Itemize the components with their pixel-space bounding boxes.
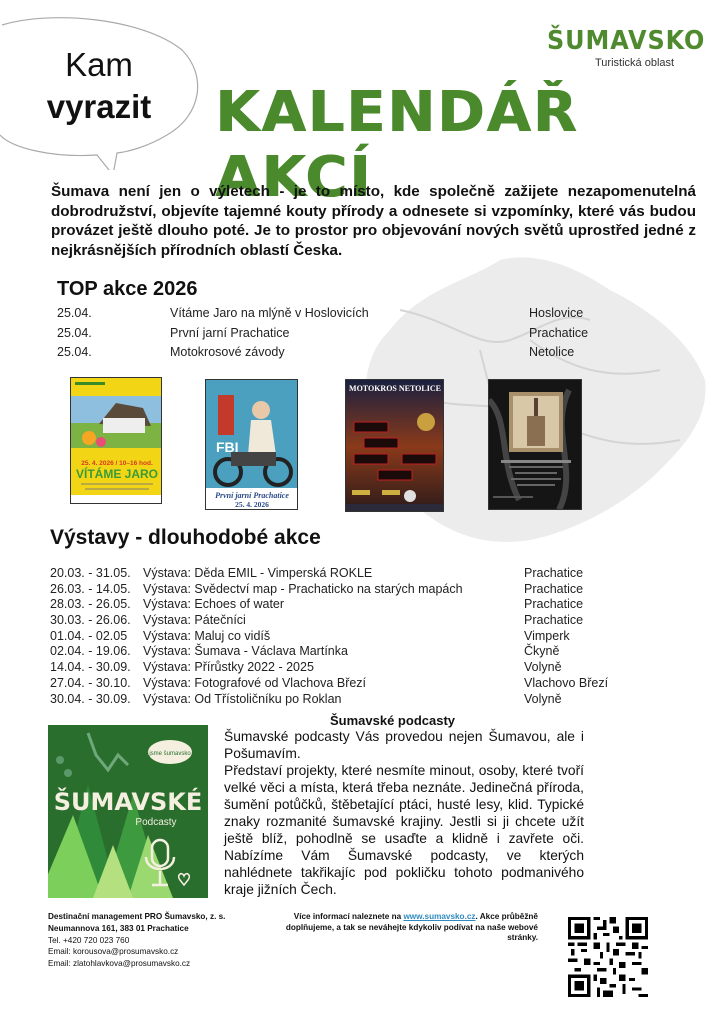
exhibition-name: Výstava: Pátečníci xyxy=(143,613,246,628)
poster-prvni-jarni-prachatice xyxy=(205,379,298,510)
exhibition-name: Výstava: Fotografové od Vlachova Březí xyxy=(143,675,367,690)
exhibition-dates: 20.03. - 31.05. xyxy=(50,566,131,580)
brand-subtitle: Turistická oblast xyxy=(595,57,675,69)
exhibition-row xyxy=(50,629,650,645)
poster-vitame-jaro xyxy=(70,377,162,504)
intro-paragraph: Šumava není jen o výletech - je to místo, kde společně zažijete nezapomenutelná dobrodružství, objevíte tajemné kouty přírody a odnesete si vzpomínky, které vás budou provázet ještě dlouho poté. Je to prostor pro objevování nových světů uprostřed jedné z nejkrásnějších přírodních oblastí Česka. xyxy=(51,183,696,259)
svg-text:VÍTÁME JARO: VÍTÁME JARO xyxy=(75,467,159,481)
org-address: Neumannova 161, 383 01 Prachatice xyxy=(48,923,189,933)
event-date: 25.04. xyxy=(57,345,92,359)
exhibition-row xyxy=(50,566,650,582)
more-info-prefix: Více informací naleznete na xyxy=(293,912,404,921)
exhibition-dates: 14.04. - 30.09. xyxy=(50,660,131,675)
org-name: Destinační management PRO Šumavsko, z. s. xyxy=(48,912,226,921)
bubble-line-kam: Kam xyxy=(65,46,133,83)
podcast-heading: Šumavské podcasty xyxy=(330,713,456,728)
svg-text:ŠUMAVSKÉ: ŠUMAVSKÉ xyxy=(53,788,203,816)
event-posters xyxy=(0,377,709,512)
event-place: Netolice xyxy=(529,345,575,359)
exhibition-place: Volyně xyxy=(524,691,562,706)
exhibition-dates: 28.03. - 26.05. xyxy=(50,597,131,612)
poster-motokros-netolice xyxy=(345,379,444,512)
qr-code[interactable] xyxy=(568,917,648,997)
exhibition-name: Výstava: Přírůstky 2022 - 2025 xyxy=(143,660,314,675)
exhibition-dates: 30.04. - 30.09. xyxy=(50,691,131,706)
exhibition-dates: 30.03. - 26.06. xyxy=(50,613,131,628)
exhibition-place: Volyně xyxy=(524,660,562,675)
podcast-paragraph-1: Šumavské podcasty Vás provedou nejen Šumavou, ale i Pošumavím. xyxy=(224,729,584,761)
org-phone: Tel. +420 720 023 760 xyxy=(48,935,130,945)
exhibition-place: Prachatice xyxy=(524,613,584,628)
event-name: Vítáme Jaro na mlýně v Hoslovicích xyxy=(170,306,369,320)
top-events-heading: TOP akce 2026 xyxy=(57,278,198,300)
exhibition-place: Vimperk xyxy=(524,628,570,643)
brand-logo[interactable]: ŠUMAVSKO xyxy=(547,26,706,56)
svg-text:První jarní Prachatice: První jarní Prachatice xyxy=(215,491,289,500)
svg-text:Podcasty: Podcasty xyxy=(135,817,177,828)
top-event-row xyxy=(57,345,657,365)
event-name: První jarní Prachatice xyxy=(170,325,290,340)
event-date: 25.04. xyxy=(57,325,92,340)
exhibition-row xyxy=(50,692,650,708)
exhibition-name: Výstava: Děda EMIL - Vimperská ROKLE xyxy=(143,566,373,580)
more-info-suffix: . Akce průběžně doplňujeme, a tak se neváhejte kdykoliv podívat na naše webové stránky. xyxy=(285,912,538,943)
exhibition-place: Prachatice xyxy=(524,581,584,596)
more-info xyxy=(266,912,538,944)
exhibition-dates: 26.03. - 14.05. xyxy=(50,581,131,596)
svg-text:25. 4. 2026 / 10–16 hod.: 25. 4. 2026 / 10–16 hod. xyxy=(81,460,153,467)
exhibition-dates: 27.04. - 30.10. xyxy=(50,675,131,690)
exhibition-row xyxy=(50,644,650,660)
bubble-line-vyrazit: vyrazit xyxy=(46,88,152,125)
exhibition-name: Výstava: Od Třístoličníku po Roklan xyxy=(143,691,342,706)
exhibition-place: Prachatice xyxy=(524,566,584,580)
exhibition-place: Čkyně xyxy=(524,644,560,659)
top-event-row xyxy=(57,326,657,346)
podcast-description xyxy=(224,728,584,898)
top-events-list xyxy=(57,306,657,365)
exhibition-row xyxy=(50,613,650,629)
exhibition-name: Výstava: Šumava - Václava Martínka xyxy=(143,644,348,659)
exhibition-row xyxy=(50,676,650,692)
event-place: Prachatice xyxy=(529,325,589,340)
event-date: 25.04. xyxy=(57,306,92,320)
event-name: Motokrosové závody xyxy=(170,345,285,359)
page-title: KALENDÁŘ AKCÍ xyxy=(215,80,579,210)
svg-text:MOTOKROS NETOLICE: MOTOKROS NETOLICE xyxy=(349,384,441,393)
top-event-row xyxy=(57,306,657,326)
event-place: Hoslovice xyxy=(529,306,584,320)
podcast-paragraph-2: Představí projekty, které nesmíte minout, osoby, které tvoří velké věci a místa, která třeba neznáte. Jedinečná příroda, šumění potůčků, štěbetající ptáci, husté lesy, klid. Typické znaky rozmanité šumavské krajiny. Jestli si ji chcete užít ještě blíž, pohodlně se usaďte a klidně i zavřete oči. Nabízíme Vám Šumavské podcasty, ve kterých nahlédnete takřikajíc pod pokličku tohoto podmanivého kraje jižních Čech. xyxy=(224,763,584,897)
exhibition-dates: 02.04. - 19.06. xyxy=(50,644,131,659)
exhibition-name: Výstava: Svědectví map - Prachaticko na starých mapách xyxy=(143,581,463,596)
exhibition-place: Prachatice xyxy=(524,597,584,612)
exhibition-row xyxy=(50,582,650,598)
podcast-cover[interactable] xyxy=(48,725,208,898)
poster-photo-exhibition xyxy=(488,379,582,510)
exhibition-name: Výstava: Maluj co vidíš xyxy=(143,628,271,643)
exhibition-row xyxy=(50,660,650,676)
contact-info xyxy=(48,911,225,970)
svg-text:25. 4. 2026: 25. 4. 2026 xyxy=(235,500,269,509)
exhibition-place: Vlachovo Březí xyxy=(524,675,609,690)
website-link[interactable]: www.sumavsko.cz xyxy=(403,912,476,921)
exhibitions-heading: Výstavy - dlouhodobé akce xyxy=(50,526,321,549)
svg-text:jsme šumavsko: jsme šumavsko xyxy=(149,751,191,757)
org-email-2: Email: zlatohlavkova@prosumavsko.cz xyxy=(48,959,191,969)
exhibition-name: Výstava: Echoes of water xyxy=(143,597,285,612)
exhibition-dates: 01.04. - 02.05 xyxy=(50,628,128,643)
org-email-1: Email: korousova@prosumavsko.cz xyxy=(48,947,179,957)
exhibitions-list xyxy=(50,566,650,707)
svg-text:FBI: FBI xyxy=(216,439,239,455)
exhibition-row xyxy=(50,597,650,613)
